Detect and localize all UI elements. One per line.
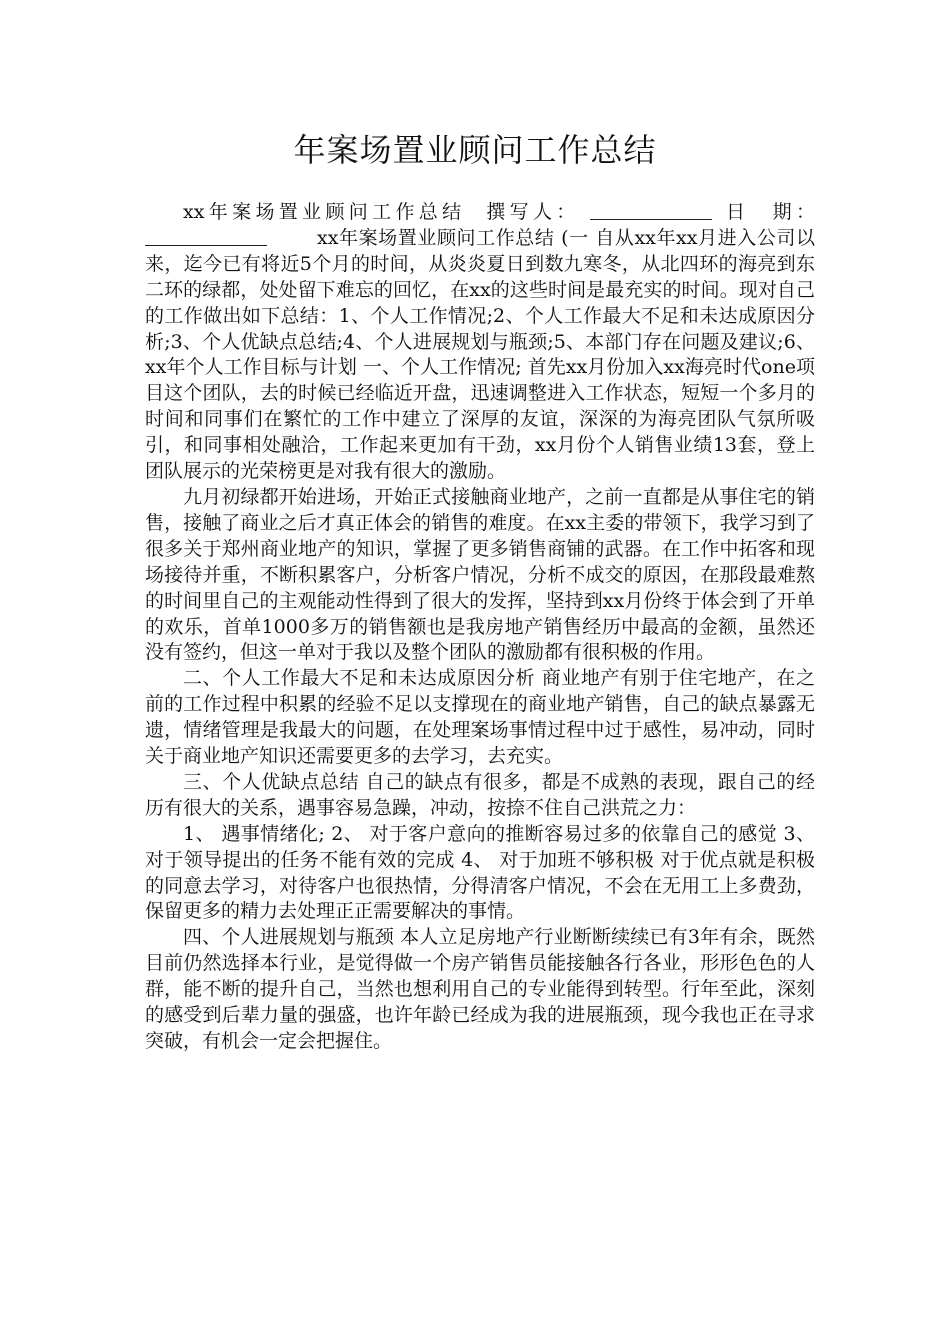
author-label: 撰写人： [486, 201, 580, 223]
header-paragraph [145, 200, 815, 485]
doc-name: xx年案场置业顾问工作总结 [183, 201, 466, 223]
body-paragraph: 三、个人优缺点总结 自己的缺点有很多，都是不成熟的表现，跟自己的经历有很大的关系，遇事容易急躁，冲动，按捺不住自己洪荒之力： [145, 770, 815, 819]
date-blank [145, 227, 267, 246]
intro-text: xx年案场置业顾问工作总结 (一 自从xx年xx月进入公司以来，迄今已有将近5个月的时间，从炎炎夏日到数九寒冬，从北四环的海亮到东二环的绿都，处处留下难忘的回忆，在xx的这些时间是最充实的时间。现对自己的工作做出如下总结：1、个人工作情况;2、个人工作最大不足和未达成原因分析;3、个人优缺点总结;4、个人进展规划与瓶颈;5、本部门存在问题及建议;6、xx年个人工作目标与计划 一、个人工作情况; 首先xx月份加入xx海亮时代one项目这个团队，去的时候已经临近开盘，迅速调整进入工作状态，短短一个多月的时间和同事们在繁忙的工作中建立了深厚的友谊，深深的为海亮团队气氛所吸引，和同事相处融洽，工作起来更加有干劲，xx月份个人销售业绩13套，登上团队展示的光荣榜更是对我有很大的激励。 [145, 226, 815, 483]
body-paragraph: 1、 遇事情绪化; 2、 对于客户意向的推断容易过多的依靠自己的感觉 3、 对于领导提出的任务不能有效的完成 4、 对于加班不够积极 对于优点就是积极的同意去学习，对待客户也很热情，分得清客户情况，不会在无用工上多费劲，保留更多的精力去处理正正需要解决的事情。 [145, 822, 815, 923]
body-paragraph: 二、个人工作最大不足和未达成原因分析 商业地产有别于住宅地产，在之前的工作过程中积累的经验不足以支撑现在的商业地产销售，自己的缺点暴露无遗，情绪管理是我最大的问题，在处理案场事情过程中过于感性，易冲动，同时关于商业地产知识还需要更多的去学习，去充实。 [145, 667, 815, 768]
body-paragraph: 四、个人进展规划与瓶颈 本人立足房地产行业断断续续已有3年有余，既然目前仍然选择本行业，是觉得做一个房产销售员能接触各行各业，形形色色的人群，能不断的提升自己，当然也想利用自己的专业能得到转型。行年至此，深刻的感受到后辈力量的强盛，也许年龄已经成为我的进展瓶颈，现今我也正在寻求突破，有机会一定会把握住。 [145, 926, 815, 1052]
body-paragraph: 九月初绿都开始进场，开始正式接触商业地产，之前一直都是从事住宅的销售，接触了商业之后才真正体会的销售的难度。在xx主委的带领下，我学习到了很多关于郑州商业地产的知识，掌握了更多销售商铺的武器。在工作中拓客和现场接待并重，不断积累客户，分析客户情况，分析不成交的原因，在那段最难熬的时间里自己的主观能动性得到了很大的发挥，坚持到xx月份终于体会到了开单的欢乐，首单1000多万的销售额也是我房地产销售经历中最高的金额，虽然还没有签约，但这一单对于我以及整个团队的激励都有很积极的作用。 [145, 485, 815, 664]
author-blank [590, 201, 712, 220]
document-title: 年案场置业顾问工作总结 [293, 131, 657, 169]
document-body [145, 200, 815, 1055]
date-label: 日 期： [721, 201, 815, 223]
